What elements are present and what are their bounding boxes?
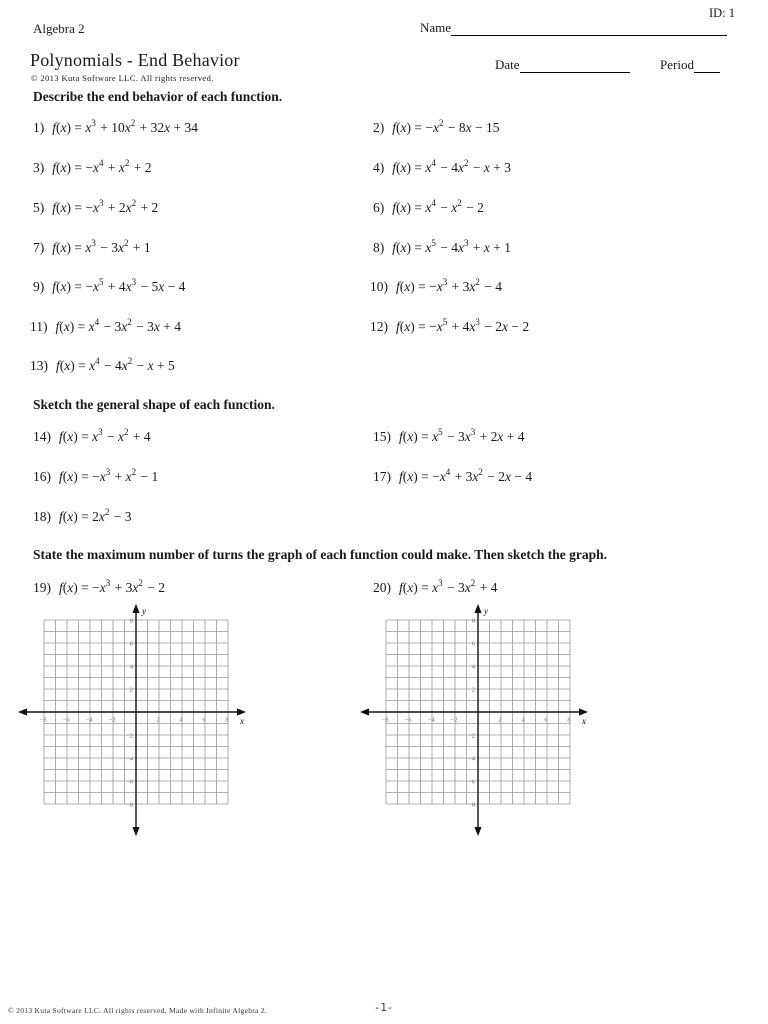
svg-text:8: 8 — [471, 617, 475, 625]
svg-text:4: 4 — [179, 716, 183, 724]
problem-equation: $f(x) = x^4 - 3x^2 - 3x + 4$ — [55, 316, 182, 334]
svg-text:−6: −6 — [468, 778, 475, 786]
problem-15 — [373, 426, 525, 445]
svg-text:2: 2 — [129, 686, 133, 694]
period-label: Period — [660, 57, 694, 72]
problem-equation: $f(x) = -x^3 + 2x^2 + 2$ — [52, 197, 159, 215]
problem-equation: $f(x) = -x^3 + x^2 - 1$ — [59, 466, 159, 484]
problem-number: 12) — [370, 319, 388, 334]
problem-equation: $f(x) = -x^3 + 3x^2 - 4$ — [396, 276, 503, 294]
problem-number: 9) — [33, 279, 45, 294]
svg-text:−4: −4 — [126, 755, 133, 763]
problem-7 — [33, 237, 151, 256]
problem-1 — [33, 117, 199, 136]
svg-text:2: 2 — [156, 716, 160, 724]
svg-text:−4: −4 — [85, 716, 93, 724]
instruction-end-behavior: Describe the end behavior of each function. — [33, 89, 283, 104]
svg-text:−2: −2 — [108, 716, 116, 724]
problem-6 — [373, 197, 484, 216]
svg-text:8: 8 — [129, 617, 133, 625]
svg-text:−4: −4 — [427, 716, 435, 724]
problem-equation: $f(x) = -x^5 + 4x^3 - 2x - 2$ — [396, 316, 530, 334]
problem-number: 7) — [33, 240, 45, 255]
problem-number: 20) — [373, 580, 391, 595]
problem-4 — [373, 157, 512, 176]
svg-text:−6: −6 — [404, 716, 412, 724]
course-label: Algebra 2 — [33, 21, 85, 36]
problem-number: 17) — [373, 469, 391, 484]
coordinate-grid-20 — [358, 602, 590, 838]
svg-text:−2: −2 — [126, 732, 133, 740]
page-number: -1- — [374, 1002, 393, 1014]
problem-number: 3) — [33, 160, 45, 175]
problem-19 — [33, 577, 166, 596]
svg-text:x: x — [582, 716, 586, 726]
svg-text:−6: −6 — [62, 716, 70, 724]
footer-copyright: © 2013 Kuta Software LLC. All rights reserved. Made with Infinite Algebra 2. — [8, 1006, 268, 1015]
date-label: Date — [495, 57, 520, 72]
problem-number: 18) — [33, 509, 51, 524]
problem-13 — [30, 355, 175, 374]
date-blank-line — [520, 59, 630, 73]
problem-equation: $f(x) = x^4 - 4x^2 - x + 5$ — [56, 355, 175, 373]
problem-equation: $f(x) = x^3 + 10x^2 + 32x + 34$ — [52, 117, 199, 135]
problem-equation: $f(x) = x^4 - 4x^2 - x + 3$ — [392, 157, 512, 175]
svg-text:4: 4 — [521, 716, 525, 724]
svg-text:6: 6 — [202, 716, 206, 724]
problem-number: 4) — [373, 160, 385, 175]
name-blank-line — [451, 22, 727, 36]
problem-equation: $f(x) = -x^2 - 8x - 15$ — [392, 117, 500, 135]
svg-text:−2: −2 — [450, 716, 458, 724]
svg-text:−6: −6 — [126, 778, 133, 786]
svg-text:y: y — [142, 606, 146, 616]
period-blank-line — [694, 59, 720, 73]
problem-12 — [370, 316, 530, 335]
problem-number: 15) — [373, 429, 391, 444]
problem-number: 14) — [33, 429, 51, 444]
worksheet-id: ID: 1 — [708, 6, 735, 20]
period-field — [660, 57, 720, 73]
problem-number: 13) — [30, 358, 48, 373]
problem-equation: $f(x) = x^3 - 3x^2 + 4$ — [399, 577, 498, 595]
problem-equation: $f(x) = x^3 - x^2 + 4$ — [59, 426, 151, 444]
problem-equation: $f(x) = x^5 - 3x^3 + 2x + 4$ — [399, 426, 525, 444]
name-label: Name — [420, 20, 452, 35]
problem-18 — [33, 506, 132, 525]
problem-number: 6) — [373, 200, 385, 215]
problem-5 — [33, 197, 159, 216]
problem-equation: $f(x) = -x^4 + x^2 + 2$ — [52, 157, 152, 175]
problem-equation: $f(x) = 2x^2 - 3$ — [59, 506, 132, 524]
problem-11 — [30, 316, 182, 335]
problem-number: 16) — [33, 469, 51, 484]
title-copyright: © 2013 Kuta Software LLC. All rights reserved. — [31, 73, 214, 83]
problem-17 — [373, 466, 533, 485]
coordinate-grid-19 — [16, 602, 248, 838]
page-title: Polynomials - End Behavior — [30, 50, 240, 70]
svg-text:6: 6 — [471, 640, 475, 648]
problem-equation: $f(x) = -x^4 + 3x^2 - 2x - 4$ — [399, 466, 533, 484]
problem-number: 19) — [33, 580, 51, 595]
problem-14 — [33, 426, 151, 445]
problem-9 — [33, 276, 186, 295]
svg-text:−8: −8 — [39, 716, 47, 724]
svg-text:6: 6 — [129, 640, 133, 648]
svg-text:−8: −8 — [468, 801, 475, 809]
svg-text:2: 2 — [498, 716, 502, 724]
problem-equation: $f(x) = x^3 - 3x^2 + 1$ — [52, 237, 151, 255]
svg-text:8: 8 — [225, 716, 229, 724]
problem-equation: $f(x) = -x^5 + 4x^3 - 5x - 4$ — [52, 276, 186, 294]
instruction-max-turns: State the maximum number of turns the graph of each function could make. Then sketch the graph. — [33, 547, 608, 562]
problem-number: 5) — [33, 200, 45, 215]
svg-text:y: y — [484, 606, 488, 616]
svg-text:x: x — [240, 716, 244, 726]
problem-number: 11) — [30, 319, 48, 334]
problem-equation: $f(x) = -x^3 + 3x^2 - 2$ — [59, 577, 166, 595]
problem-3 — [33, 157, 152, 176]
date-field — [495, 57, 630, 73]
svg-text:−4: −4 — [468, 755, 475, 763]
problem-16 — [33, 466, 159, 485]
problem-number: 8) — [373, 240, 385, 255]
svg-text:6: 6 — [544, 716, 548, 724]
svg-text:8: 8 — [567, 716, 571, 724]
svg-text:−2: −2 — [468, 732, 475, 740]
problem-10 — [370, 276, 503, 295]
problem-20 — [373, 577, 498, 596]
instruction-sketch-shape: Sketch the general shape of each function. — [33, 397, 275, 412]
svg-text:2: 2 — [471, 686, 475, 694]
problem-8 — [373, 237, 512, 256]
problem-number: 1) — [33, 120, 45, 135]
svg-text:4: 4 — [471, 663, 475, 671]
problem-equation: $f(x) = x^5 - 4x^3 + x + 1$ — [392, 237, 512, 255]
svg-text:−8: −8 — [126, 801, 133, 809]
problem-number: 10) — [370, 279, 388, 294]
problem-number: 2) — [373, 120, 385, 135]
svg-text:4: 4 — [129, 663, 133, 671]
problem-equation: $f(x) = x^4 - x^2 - 2$ — [392, 197, 484, 215]
name-field — [420, 20, 727, 36]
svg-text:−8: −8 — [381, 716, 389, 724]
problem-2 — [373, 117, 500, 136]
